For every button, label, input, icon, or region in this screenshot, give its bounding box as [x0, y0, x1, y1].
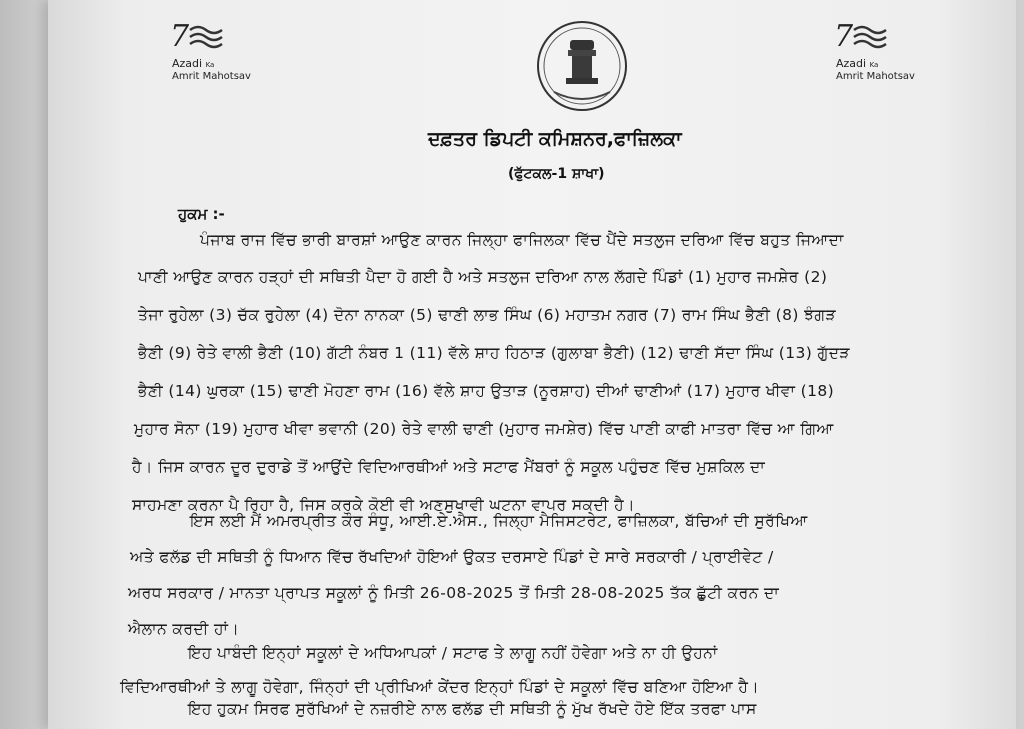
body-line: ਅਰਧ ਸਰਕਾਰ / ਮਾਨਤਾ ਪ੍ਰਾਪਤ ਸਕੂਲਾਂ ਨੂੰ ਮਿਤੀ 26-08-2025 ਤੋਂ ਮਿਤੀ 28-08-2025 ਤੱਕ ਛੁੱਟੀ ਕਰਨ ਦਾ: [128, 584, 780, 602]
body-line: ਪਾਣੀ ਆਉਣ ਕਾਰਨ ਹੜ੍ਹਾਂ ਦੀ ਸਥਿਤੀ ਪੈਦਾ ਹੋ ਗਈ ਹੈ ਅਤੇ ਸਤਲੁਜ ਦਰਿਆ ਨਾਲ ਲੱਗਦੇ ਪਿੰਡਾਂ (1) ਮੁਹਾਰ ਜਮਸ਼ੇਰ (2): [138, 268, 828, 286]
logo-text-azadi: Azadi: [172, 57, 203, 70]
body-line: ਤੇਜਾ ਰੁਹੇਲਾ (3) ਚੱਕ ਰੁਹੇਲਾ (4) ਦੋਨਾ ਨਾਨਕਾ (5) ਢਾਣੀ ਲਾਭ ਸਿੰਘ (6) ਮਹਾਤਮ ਨਗਰ (7) ਰਾਮ ਸਿੰਘ ਭੈਣੀ (8) ਝੰਗੜ: [138, 306, 836, 324]
body-line: ਹੈ। ਜਿਸ ਕਾਰਨ ਦੂਰ ਦੁਰਾਡੇ ਤੋਂ ਆਉਂਦੇ ਵਿਦਿਆਰਥੀਆਂ ਅਤੇ ਸਟਾਫ ਮੈਂਬਰਾਂ ਨੂੰ ਸਕੂਲ ਪਹੁੰਚਣ ਵਿੱਚ ਮੁਸ਼ਕਿਲ ਦਾ: [132, 458, 766, 476]
body-line: ਇਸ ਲਈ ਮੈਂ ਅਮਰਪ੍ਰੀਤ ਕੌਰ ਸੰਧੂ, ਆਈ.ਏ.ਐਸ., ਜਿਲ੍ਹਾ ਮੈਜਿਸਟਰੇਟ, ਫਾਜ਼ਿਲਕਾ, ਬੱਚਿਆਂ ਦੀ ਸੁਰੱਖਿਆ: [190, 512, 808, 530]
body-line: ਭੈਣੀ (14) ਘੁਰਕਾ (15) ਢਾਣੀ ਮੋਹਣਾ ਰਾਮ (16) ਵੱਲੇ ਸ਼ਾਹ ਉਤਾੜ (ਨੂਰਸ਼ਾਹ) ਦੀਆਂ ਢਾਣੀਆਂ (17) ਮੁਹਾਰ ਖੀਵਾ (18): [138, 382, 835, 400]
azadi-logo-right: [832, 18, 915, 83]
svg-text:7: 7: [170, 19, 190, 52]
azadi-logo-left: [168, 18, 251, 83]
body-line: ਮੁਹਾਰ ਸੋਨਾ (19) ਮੁਹਾਰ ਖੀਵਾ ਭਵਾਨੀ (20) ਰੇਤੇ ਵਾਲੀ ਢਾਣੀ (ਮੁਹਾਰ ਜਮਸ਼ੇਰ) ਵਿੱਚ ਪਾਣੀ ਕਾਫੀ ਮਾਤਰਾ ਵਿੱਚ ਆ ਗਿਆ: [134, 420, 834, 438]
flag-swoosh-icon: [168, 18, 251, 58]
body-line: ਵਿਦਿਆਰਥੀਆਂ ਤੇ ਲਾਗੂ ਹੋਵੇਗਾ, ਜਿੰਨ੍ਹਾਂ ਦੀ ਪ੍ਰੀਖਿਆਂ ਕੇਂਦਰ ਇਨ੍ਹਾਂ ਪਿੰਡਾਂ ਦੇ ਸਕੂਲਾਂ ਵਿੱਚ ਬਣਿਆ ਹੋਇਆ ਹੈ।: [120, 678, 760, 696]
flag-swoosh-icon: [832, 18, 915, 58]
body-line: ਪੰਜਾਬ ਰਾਜ ਵਿੱਚ ਭਾਰੀ ਬਾਰਸ਼ਾਂ ਆਉਣ ਕਾਰਨ ਜਿਲ੍ਹਾ ਫਾਜਿਲਕਾ ਵਿੱਚ ਪੈਂਦੇ ਸਤਲੁਜ ਦਰਿਆ ਵਿੱਚ ਬਹੁਤ ਜਿਆਦਾ: [200, 231, 844, 249]
body-line: ਅਤੇ ਫਲੱਡ ਦੀ ਸਥਿਤੀ ਨੂੰ ਧਿਆਨ ਵਿੱਚ ਰੱਖਦਿਆਂ ਹੋਇਆਂ ਉਕਤ ਦਰਸਾਏ ਪਿੰਡਾਂ ਦੇ ਸਾਰੇ ਸਰਕਾਰੀ / ਪ੍ਰਾਈਵੇਟ /: [130, 548, 774, 566]
document-page: [48, 0, 1016, 729]
logo-text-mahotsav: Amrit Mahotsav: [172, 71, 251, 82]
national-emblem-seal-icon: [534, 18, 630, 114]
branch-subtitle: (ਫੁੱਟਕਲ-1 ਸ਼ਾਖਾ): [508, 166, 605, 182]
body-line: ਭੈਣੀ (9) ਰੇਤੇ ਵਾਲੀ ਭੈਣੀ (10) ਗੱਟੀ ਨੰਬਰ 1 (11) ਵੱਲੇ ਸ਼ਾਹ ਹਿਠਾੜ (ਗੁਲਾਬਾ ਭੈਣੀ) (12) ਢਾਣੀ ਸੱਦਾ ਸਿੰਘ (13) ਗੁੱਦੜ: [138, 344, 850, 362]
office-title: ਦਫ਼ਤਰ ਡਿਪਟੀ ਕਮਿਸ਼ਨਰ,ਫਾਜ਼ਿਲਕਾ: [428, 128, 682, 150]
body-line: ਸਾਹਮਣਾ ਕਰਨਾ ਪੈ ਰਿਹਾ ਹੈ, ਜਿਸ ਕਰਕੇ ਕੋਈ ਵੀ ਅਣਸੁਖਾਵੀ ਘਟਨਾ ਵਾਪਰ ਸਕਦੀ ਹੈ।: [132, 496, 635, 514]
logo-text-ka: Ka: [205, 61, 215, 69]
logo-text-ka: Ka: [869, 61, 879, 69]
svg-text:7: 7: [834, 19, 854, 52]
page-fold-shadow: [0, 0, 48, 729]
order-label: ਹੁਕਮ :-: [178, 205, 225, 223]
logo-text-mahotsav: Amrit Mahotsav: [836, 71, 915, 82]
body-line: ਐਲਾਨ ਕਰਦੀ ਹਾਂ।: [128, 620, 240, 638]
body-line: ਇਹ ਹੁਕਮ ਸਿਰਫ ਸੁਰੱਖਿਆਂ ਦੇ ਨਜ਼ਰੀਏ ਨਾਲ ਫਲੱਡ ਦੀ ਸਥਿਤੀ ਨੂੰ ਮੁੱਖ ਰੱਖਦੇ ਹੋਏ ਇੱਕ ਤਰਫਾ ਪਾਸ: [188, 700, 757, 718]
body-line: ਇਹ ਪਾਬੰਦੀ ਇਨ੍ਹਾਂ ਸਕੂਲਾਂ ਦੇ ਅਧਿਆਪਕਾਂ / ਸਟਾਫ ਤੇ ਲਾਗੂ ਨਹੀਂ ਹੋਵੇਗਾ ਅਤੇ ਨਾ ਹੀ ਉਹਨਾਂ: [188, 644, 718, 662]
logo-text-azadi: Azadi: [836, 57, 867, 70]
